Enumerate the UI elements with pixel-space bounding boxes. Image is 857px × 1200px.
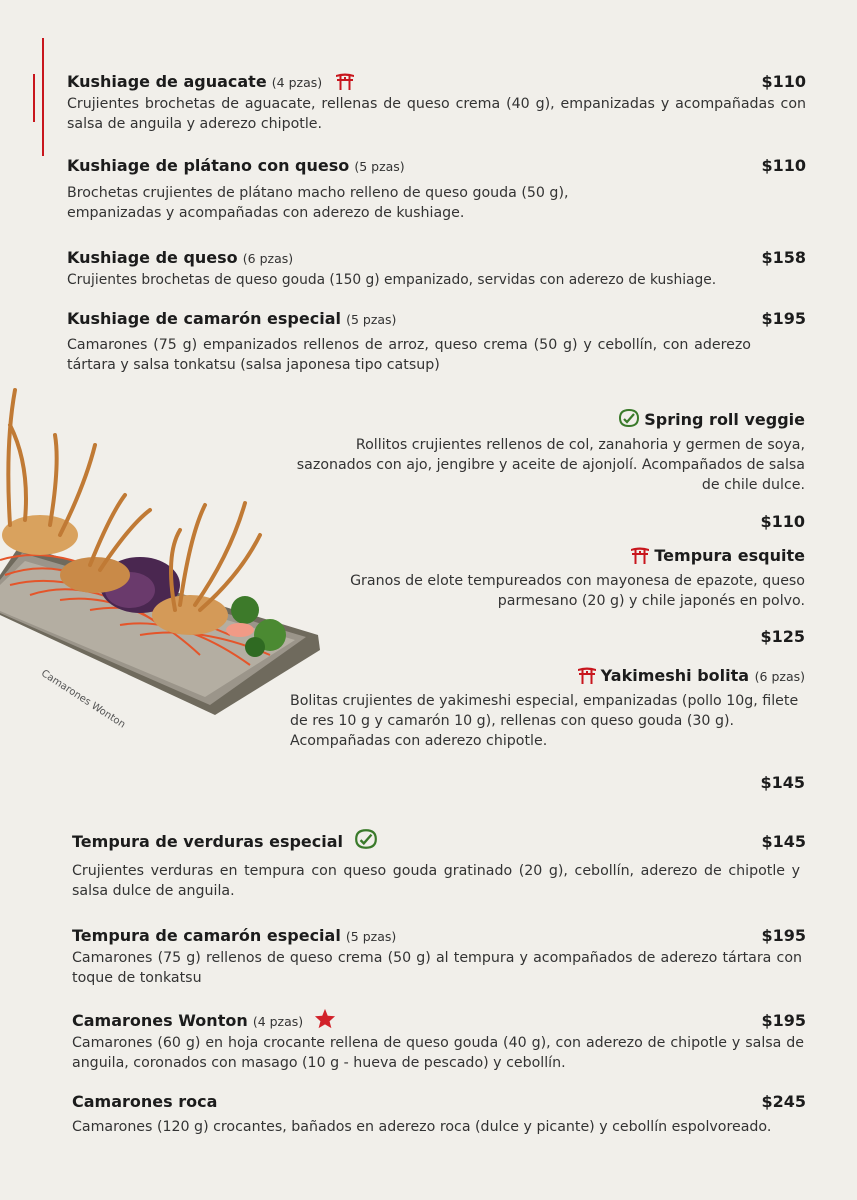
item-description: Camarones (75 g) empanizados rellenos de arroz, queso crema (50 g) y cebollín, con aderezo tártara y salsa tonkatsu (salsa japonesa tipo catsup) xyxy=(67,337,751,373)
item-name: Spring roll veggie xyxy=(644,410,805,429)
item-name: Tempura esquite xyxy=(654,546,805,565)
item-name: Kushiage de aguacate xyxy=(67,72,267,91)
menu-item-kushiage-queso xyxy=(67,248,806,290)
item-price: $110 xyxy=(761,156,806,175)
item-price: $195 xyxy=(761,926,806,945)
torii-icon xyxy=(335,72,355,90)
spring-roll-price: $110 xyxy=(760,512,805,531)
item-qty: (5 pzas) xyxy=(354,159,405,174)
item-description: Bolitas crujientes de yakimeshi especial, empanizadas (pollo 10g, filete de res 10 g y camarón 10 g), rellenas con queso gouda (30 g). Acompañadas con aderezo chipotle. xyxy=(290,693,799,749)
menu-item-kushiage-camaron xyxy=(67,309,806,375)
item-description: Camarones (120 g) crocantes, bañados en aderezo roca (dulce y picante) y cebollín espolvoreado. xyxy=(72,1119,772,1135)
item-name: Camarones Wonton xyxy=(72,1011,248,1030)
star-icon xyxy=(314,1008,336,1029)
item-description: Camarones (60 g) en hoja crocante rellena de queso gouda (40 g), con aderezo de chipotle y salsa de anguila, coronados con masago (10 g - hueva de pescado) y cebollín. xyxy=(72,1035,804,1071)
tempura-esquite-price: $125 xyxy=(760,627,805,646)
yakimeshi-bolita-price: $145 xyxy=(760,773,805,792)
item-name: Tempura de camarón especial xyxy=(72,926,341,945)
menu-item-kushiage-platano xyxy=(67,156,806,223)
item-price: $195 xyxy=(761,309,806,328)
veggie-leaf-icon xyxy=(618,408,640,428)
item-price: $158 xyxy=(761,248,806,267)
torii-icon xyxy=(630,546,650,564)
item-qty: (5 pzas) xyxy=(345,929,397,944)
menu-item-tempura-camaron xyxy=(72,926,806,988)
item-price: $245 xyxy=(761,1092,806,1111)
item-qty: (4 pzas) xyxy=(271,75,323,90)
item-description: Rollitos crujientes rellenos de col, zanahoria y germen de soya, sazonados con ajo, jengibre y aceite de ajonjolí. Acompañados de salsa de chile dulce. xyxy=(296,437,805,493)
item-description: Granos de elote tempureados con mayonesa de epazote, queso parmesano (20 g) y chile japonés en polvo. xyxy=(350,573,805,609)
item-name: Kushiage de queso xyxy=(67,248,238,267)
veggie-leaf-icon xyxy=(354,828,378,850)
accent-bar-short xyxy=(33,74,35,122)
photo-caption: Camarones Wonton xyxy=(39,668,128,731)
item-price: $195 xyxy=(761,1011,806,1030)
item-description: Crujientes verduras en tempura con queso gouda gratinado (20 g), cebollín, aderezo de chipotle y salsa dulce de anguila. xyxy=(72,863,800,899)
menu-item-kushiage-aguacate xyxy=(67,72,806,134)
item-price: $145 xyxy=(761,832,806,851)
item-price: $110 xyxy=(761,72,806,91)
item-name: Tempura de verduras especial xyxy=(72,832,344,851)
item-name: Yakimeshi bolita xyxy=(600,666,750,685)
menu-item-camarones-wonton xyxy=(72,1008,806,1073)
item-description: Camarones (75 g) rellenos de queso crema (50 g) al tempura y acompañados de aderezo tártara con toque de tonkatsu xyxy=(72,950,802,986)
item-description: Crujientes brochetas de aguacate, rellenas de queso crema (40 g), empanizadas y acompañadas con salsa de anguila y aderezo chipotle. xyxy=(67,96,806,132)
item-description: Crujientes brochetas de queso gouda (150 g) empanizado, servidas con aderezo de kushiage. xyxy=(67,272,717,288)
item-name: Kushiage de camarón especial xyxy=(67,309,341,328)
accent-bar-long xyxy=(42,38,44,156)
item-qty: (6 pzas) xyxy=(242,251,294,266)
menu-item-tempura-verduras xyxy=(72,828,806,901)
torii-icon xyxy=(577,666,597,684)
item-description: Brochetas crujientes de plátano macho relleno de queso gouda (50 g), empanizadas y acompañadas con aderezo de kushiage. xyxy=(67,185,569,221)
menu-item-camarones-roca xyxy=(72,1092,806,1137)
item-name: Camarones roca xyxy=(72,1092,218,1111)
item-name: Kushiage de plátano con queso xyxy=(67,156,350,175)
item-qty: (6 pzas) xyxy=(754,669,805,684)
item-qty: (5 pzas) xyxy=(346,312,397,327)
menu-item-tempura-esquite xyxy=(280,546,805,611)
menu-item-yakimeshi-bolita xyxy=(280,666,805,751)
item-qty: (4 pzas) xyxy=(252,1014,304,1029)
menu-item-spring-roll xyxy=(280,408,805,495)
